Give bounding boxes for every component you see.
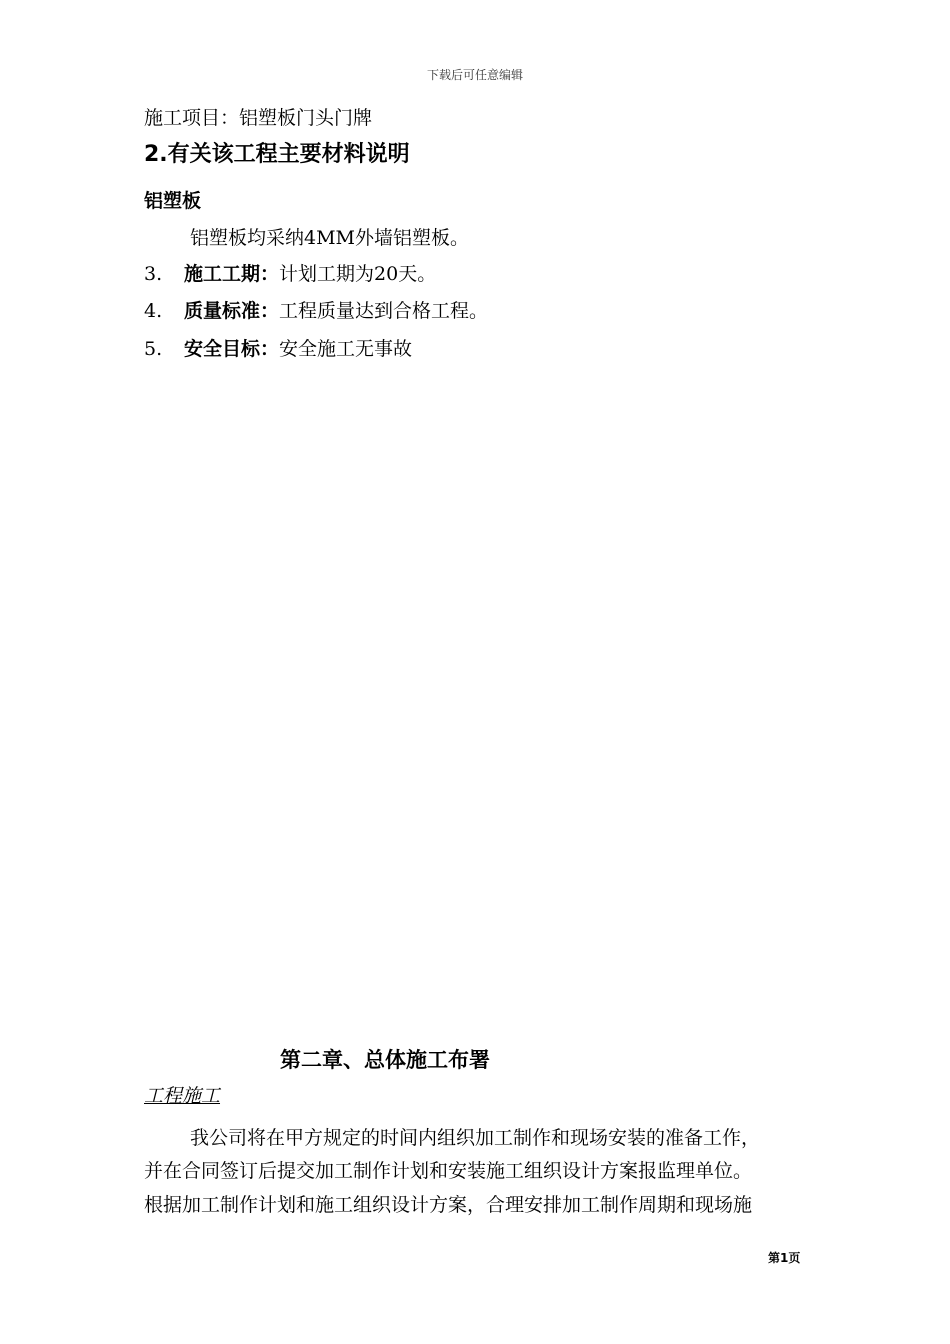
section-heading-materials: 2.有关该工程主要材料说明 bbox=[144, 142, 410, 167]
material-heading: 铝塑板 bbox=[144, 190, 202, 212]
list-item-safety bbox=[144, 337, 412, 361]
material-description: 铝塑板均采纳4MM外墙铝塑板。 bbox=[190, 227, 469, 249]
list-item-label: 施工工期： bbox=[184, 263, 280, 285]
list-item-schedule bbox=[144, 262, 436, 286]
paragraph-line: 并在合同签订后提交加工制作计划和安装施工组织设计方案报监理单位。 bbox=[144, 1160, 753, 1182]
paragraph-line: 根据加工制作计划和施工组织设计方案，合理安排加工制作周期和现场施 bbox=[144, 1194, 753, 1216]
list-item-label: 质量标准： bbox=[184, 300, 280, 322]
list-item-number: 4. bbox=[144, 300, 163, 322]
chapter-title: 第二章、总体施工布署 bbox=[280, 1048, 490, 1072]
list-item-text: 安全施工无事故 bbox=[279, 338, 413, 360]
subsection-heading: 工程施工 bbox=[144, 1085, 221, 1107]
list-item-text: 工程质量达到合格工程。 bbox=[279, 300, 489, 322]
list-item-text: 计划工期为20天。 bbox=[279, 263, 437, 285]
list-item-number: 3. bbox=[144, 263, 163, 285]
list-item-number: 5. bbox=[144, 338, 163, 360]
paragraph-line: 我公司将在甲方规定的时间内组织加工制作和现场安装的准备工作， bbox=[190, 1127, 761, 1149]
project-line: 施工项目：铝塑板门头门牌 bbox=[144, 107, 373, 129]
list-item-quality bbox=[144, 299, 488, 323]
list-item-label: 安全目标： bbox=[184, 338, 280, 360]
page-number: 第1页 bbox=[768, 1251, 801, 1265]
header-note: 下载后可任意编辑 bbox=[426, 68, 523, 82]
